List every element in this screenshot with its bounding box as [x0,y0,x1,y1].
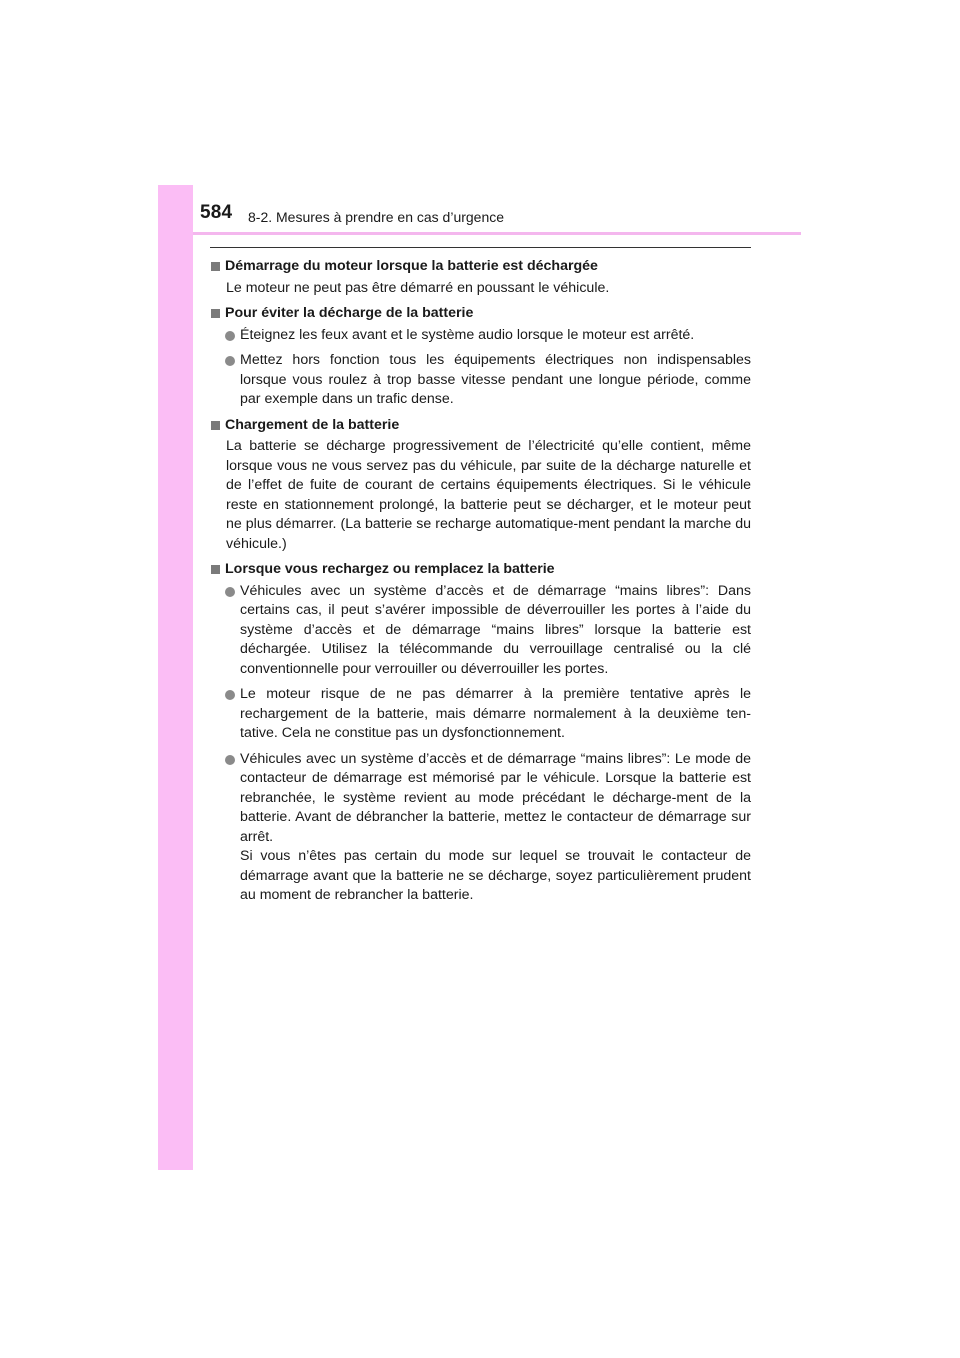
section-heading: Pour éviter la décharge de la batterie [210,304,751,324]
section-battery-charging [210,416,751,555]
circle-bullet-icon [225,356,235,366]
section-paragraph: La batterie se décharge progressivement de l’électricité qu’elle contient, même lorsque vous ne vous servez pas du véhicule, par suite de la décharge naturelle et de l’effet de fuite de courant de certains équipements électriques. Si le véhicule reste en stationnement prolongé, la batterie peut se décharger, et le moteur peut ne plus démarrer. (La batterie se recharge automatique-ment pendant la marche du véhicule.) [226,438,751,552]
square-bullet-icon [211,421,220,430]
page-content [210,257,751,912]
content-rule [210,247,751,248]
circle-bullet-icon [225,690,235,700]
section-title: 8-2. Mesures à prendre en cas d’urgence [248,209,505,225]
circle-bullet-icon [225,587,235,597]
square-bullet-icon [211,309,220,318]
section-heading: Démarrage du moteur lorsque la batterie est déchargée [210,257,751,277]
list-item: Mettez hors fonction tous les équipements électriques non indispensables lorsque vous roulez à trop basse vitesse pendant une longue période, comme par exemple dans un trafic dense. [210,351,751,410]
list-item: Le moteur risque de ne pas démarrer à la première tentative après le rechargement de la batterie, mais démarre normalement à la deuxième ten-tative. Cela ne constitue pas un dysfonctionnement. [210,685,751,744]
square-bullet-icon [211,262,220,271]
circle-bullet-icon [225,331,235,341]
header-divider [193,232,801,235]
list-item: Véhicules avec un système d’accès et de démarrage “mains libres”: Dans certains cas, il peut s’avérer impossible de déverrouiller les portes à l’aide du système d’accès et de démarrage “mains libres” lorsque la batterie est déchargée. Utilisez la télécommande du verrouillage centralisé ou la clé conventionnelle pour verrouiller ou déverrouiller les portes. [210,582,751,680]
section-avoid-discharge [210,304,751,410]
section-paragraph: Le moteur ne peut pas être démarré en poussant le véhicule. [226,279,610,296]
circle-bullet-icon [225,755,235,765]
section-battery-discharged-start [210,257,751,298]
list-item: Éteignez les feux avant et le système audio lorsque le moteur est arrêté. [210,326,751,346]
square-bullet-icon [211,565,220,574]
section-heading: Chargement de la batterie [210,416,751,436]
list-item: Véhicules avec un système d’accès et de démarrage “mains libres”: Le mode de contacteur de démarrage est mémorisé par le véhicule. Lorsque la batterie est rebranchée, le système revient au mode précédant le décharge-ment de la batterie. Avant de débrancher la batterie, mettez le contacteur de démarrage sur arrêt. Si vous n’êtes pas certain du mode sur lequel se trouvait le contacteur de démarrage avant que la batterie ne se décharge, soyez particulièrement prudent au moment de rebrancher la batterie. [210,750,751,906]
page-number: 584 [200,202,233,223]
side-color-band [158,185,193,1170]
section-heading: Lorsque vous rechargez ou remplacez la batterie [210,560,751,580]
section-recharge-replace [210,560,751,906]
